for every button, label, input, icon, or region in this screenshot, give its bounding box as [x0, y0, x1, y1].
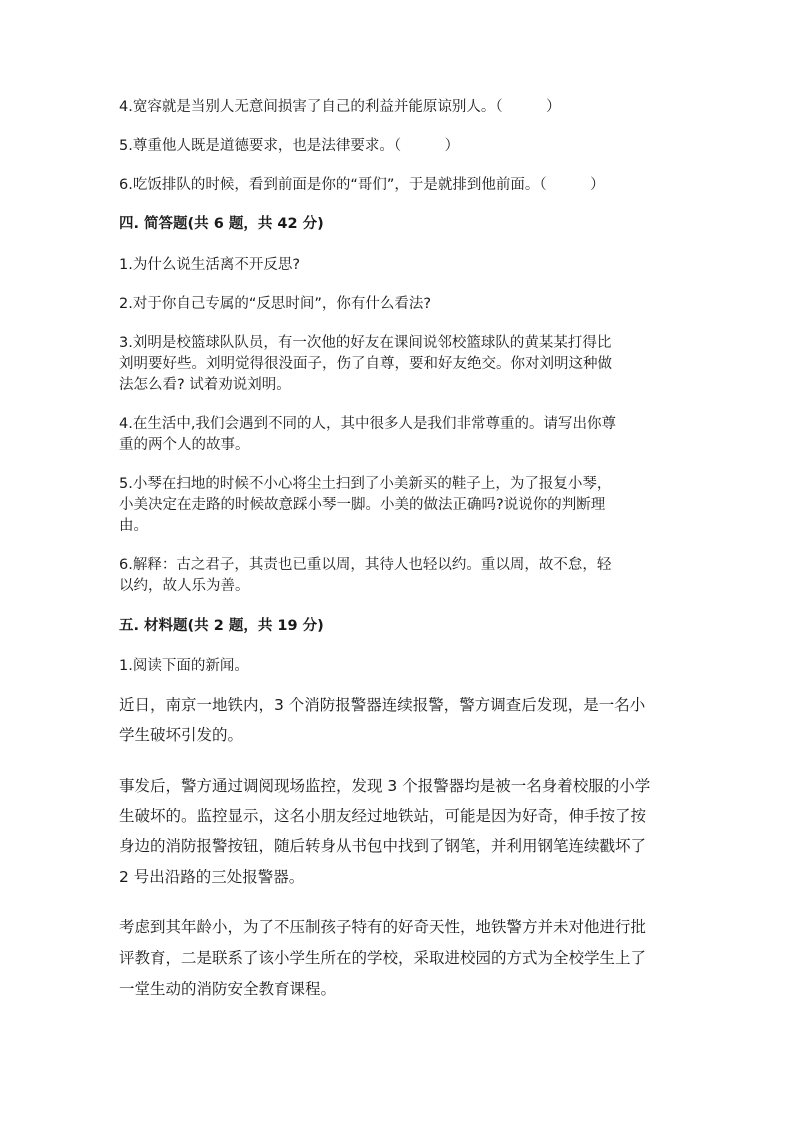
section-4-title: 四. 简答题(共 6 题，共 42 分)	[119, 216, 324, 232]
short-answer-question-2: 2.对于你自己专属的“反思时间”，你有什么看法?	[119, 296, 432, 312]
short-answer-question-4-line-2: 重的两个人的故事。	[119, 437, 250, 453]
short-answer-question-1: 1.为什么说生活离不开反思?	[119, 257, 301, 273]
news-paragraph-2-line-3: 身边的消防报警按钮，随后转身从书包中找到了钢笔，并利用钢笔连续戳坏了	[119, 837, 647, 855]
short-answer-question-3-line-1: 3.刘明是校篮球队队员，有一次他的好友在课间说邻校篮球队的黄某某打得比	[119, 335, 612, 351]
short-answer-question-3-line-2: 刘明要好些。刘明觉得很没面子，伤了自尊，要和好友绝交。你对刘明这种做	[119, 356, 612, 372]
short-answer-question-6-line-1: 6.解释：古之君子，其责也已重以周，其待人也轻以约。重以周，故不怠，轻	[119, 557, 612, 573]
judgment-question-6: 6.吃饭排队的时候，看到前面是你的“哥们”，于是就排到他前面。（ ）	[119, 177, 605, 193]
news-paragraph-3-line-1: 考虑到其年龄小，为了不压制孩子特有的好奇天性，地铁警方并未对他进行批	[119, 918, 647, 936]
news-paragraph-2-line-4: 2 号出沿路的三处报警器。	[119, 868, 305, 886]
section-5-title: 五. 材料题(共 2 题，共 19 分)	[119, 618, 324, 634]
short-answer-question-6-line-2: 以约，故人乐为善。	[119, 578, 250, 594]
news-paragraph-2-line-2: 生破坏的。监控显示，这名小朋友经过地铁站，可能是因为好奇，伸手按了按	[119, 807, 647, 825]
short-answer-question-5-line-1: 5.小琴在扫地的时候不小心将尘土扫到了小美新买的鞋子上，为了报复小琴，	[119, 476, 612, 492]
short-answer-question-4-line-1: 4.在生活中,我们会遇到不同的人，其中很多人是我们非常尊重的。请写出你尊	[119, 416, 616, 432]
news-paragraph-3-line-3: 一堂生动的消防安全教育课程。	[119, 980, 337, 998]
news-paragraph-3-line-2: 评教育，二是联系了该小学生所在的学校，采取进校园的方式为全校学生上了	[119, 949, 647, 967]
short-answer-question-3-line-3: 法怎么看? 试着劝说刘明。	[119, 377, 291, 393]
judgment-question-5: 5.尊重他人既是道德要求，也是法律要求。（ ）	[119, 138, 460, 154]
material-question-1: 1.阅读下面的新闻。	[119, 658, 249, 674]
news-paragraph-2-line-1: 事发后，警方通过调阅现场监控，发现 3 个报警器均是被一名身着校服的小学	[119, 777, 651, 795]
short-answer-question-5-line-2: 小美决定在走路的时候故意踩小琴一脚。小美的做法正确吗?说说你的判断理	[119, 497, 606, 513]
judgment-question-4: 4.宽容就是当别人无意间损害了自己的利益并能原谅别人。（ ）	[119, 99, 561, 115]
news-paragraph-1-line-2: 学生破坏引发的。	[119, 726, 244, 744]
short-answer-question-5-line-3: 由。	[119, 518, 148, 534]
news-paragraph-1-line-1: 近日，南京一地铁内，3 个消防报警器连续报警，警方调查后发现，是一名小	[119, 696, 646, 714]
